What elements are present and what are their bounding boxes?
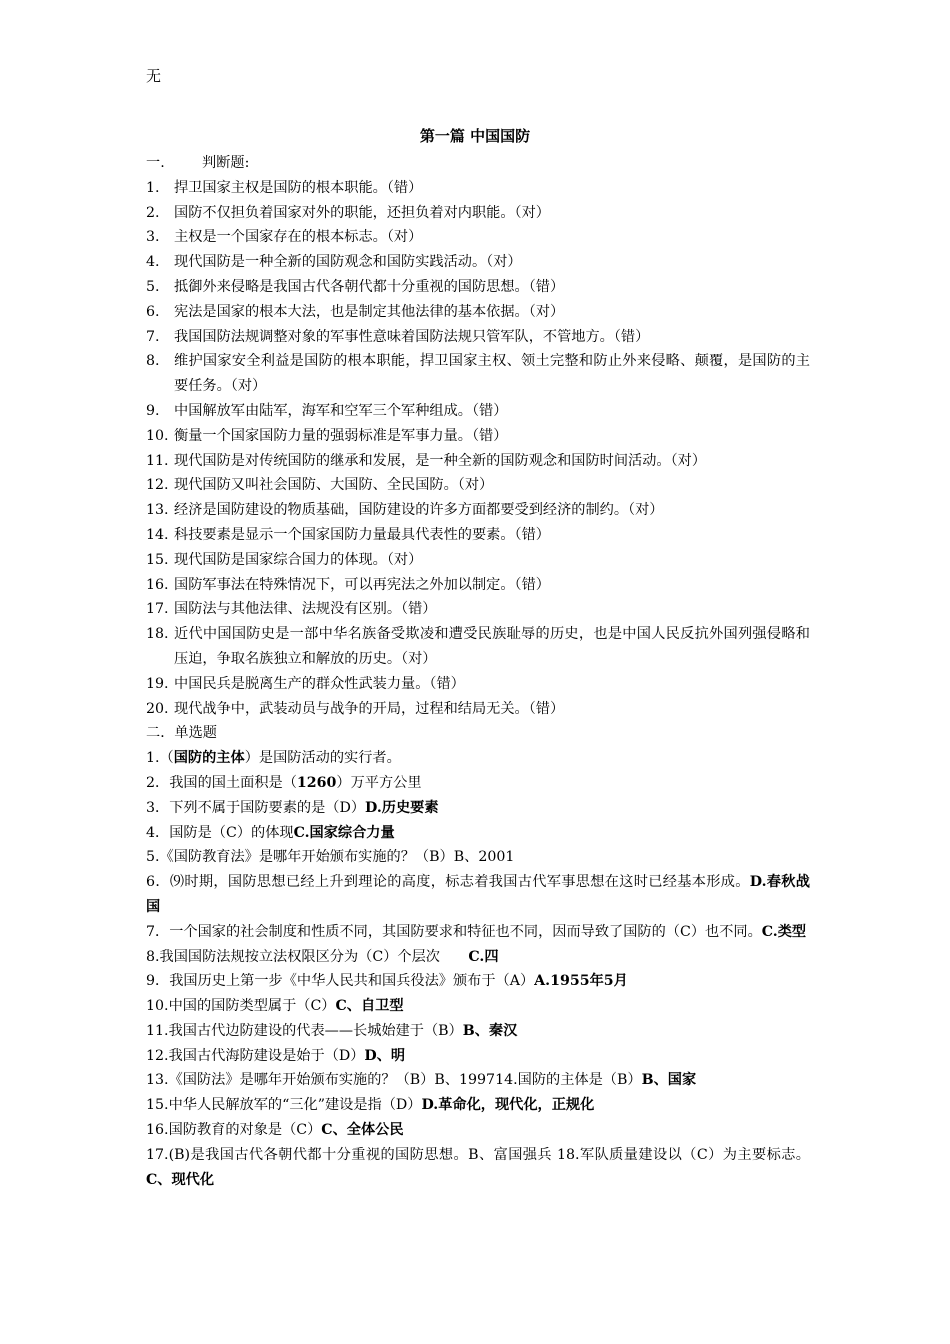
item-number: 14. <box>146 526 169 543</box>
section-label: 判断题: <box>202 155 250 171</box>
item-number: 18. <box>146 626 169 643</box>
section-number: 一. <box>146 155 165 171</box>
list-item <box>146 449 810 474</box>
list-item <box>146 473 810 498</box>
item-text: 现代国防又叫社会国防、大国防、全民国防。（对） <box>174 477 494 494</box>
question-2: 2．我国的国土面积是（1260）万平方公里 <box>146 774 422 791</box>
question-10: 10.中国的国防类型属于（C）C、自卫型 <box>146 998 404 1015</box>
item-number: 11. <box>146 452 169 469</box>
list-item <box>146 672 810 697</box>
header-note: 无 <box>146 67 162 85</box>
item-text: 中国民兵是脱离生产的群众性武装力量。（错） <box>174 675 465 692</box>
question-7: 7．一个国家的社会制度和性质不同，其国防要求和特征也不同，因而导致了国防的（C）也不同。C.类型 <box>146 923 807 940</box>
item-text: 现代国防是一种全新的国防观念和国防实践活动。（对） <box>174 254 522 271</box>
question-8: 8.我国国防法规按立法权限区分为（C）个层次 C.四 <box>146 948 499 965</box>
question-5: 5.《国防教育法》是哪年开始颁布实施的？（B）B、2001 <box>146 849 515 866</box>
item-text: 科技要素是显示一个国家国防力量最具代表性的要素。（错） <box>174 526 550 543</box>
answer: B、秦汉 <box>462 1022 518 1039</box>
list-item <box>146 622 810 672</box>
item-number: 19. <box>146 675 169 692</box>
list-item <box>146 300 810 325</box>
question-12: 12.我国古代海防建设是始于（D）D、明 <box>146 1047 406 1064</box>
question-15: 15.中华人民解放军的“三化”建设是指（D）D.革命化，现代化，正规化 <box>146 1097 595 1114</box>
question-4: 4．国防是（C）的体现C.国家综合力量 <box>146 824 395 841</box>
list-item <box>146 201 810 226</box>
item-number: 15. <box>146 551 169 568</box>
question-9: 9．我国历史上第一步《中华人民共和国兵役法》颁布于（A）A.1955年5月 <box>146 973 628 990</box>
item-text: 维护国家安全利益是国防的根本职能，捍卫国家主权、领土完整和防止外来侵略、颠覆，是国防的主要任务。（对） <box>174 353 810 395</box>
item-number: 9. <box>146 402 160 419</box>
question-3: 3．下列不属于国防要素的是（D）D.历史要素 <box>146 799 439 816</box>
item-text: 宪法是国家的根本大法，也是制定其他法律的基本依据。（对） <box>174 303 565 320</box>
answer: D.革命化，现代化，正规化 <box>421 1097 595 1114</box>
question-16: 16.国防教育的对象是（C）C、全体公民 <box>146 1122 404 1139</box>
answer: 国防的主体 <box>173 750 245 767</box>
item-text: 捍卫国家主权是国防的根本职能。（错） <box>174 179 423 196</box>
item-text: 主权是一个国家存在的根本标志。（对） <box>174 229 423 246</box>
item-number: 7. <box>146 328 160 345</box>
item-number: 13. <box>146 502 169 519</box>
answer: C、全体公民 <box>321 1122 404 1139</box>
answer: D.春秋战国 <box>146 874 810 915</box>
item-text: 衡量一个国家国防力量的强弱标准是军事力量。（错） <box>174 427 508 444</box>
list-item <box>146 573 810 598</box>
item-number: 3. <box>146 229 160 246</box>
item-text: 国防法与其他法律、法规没有区别。（错） <box>174 601 437 618</box>
item-text: 我国国防法规调整对象的军事性意味着国防法规只管军队，不管地方。（错） <box>174 328 650 345</box>
question-6: 6．⑼时期，国防思想已经上升到理论的高度，标志着我国古代军事思想在这时已经基本形成。D.春秋战国 <box>146 874 810 915</box>
item-number: 6. <box>146 303 160 320</box>
item-number: 4. <box>146 254 160 271</box>
answer: C.四 <box>468 948 499 965</box>
item-text: 经济是国防建设的物质基础，国防建设的许多方面都要受到经济的制约。（对） <box>174 502 664 519</box>
question-1: 1.（国防的主体）是国防活动的实行者。 <box>146 750 401 767</box>
list-item <box>146 597 810 622</box>
list-item <box>146 325 810 350</box>
answer: C、自卫型 <box>335 998 404 1015</box>
answer: B、国家 <box>641 1072 697 1089</box>
answer: D、明 <box>364 1047 406 1064</box>
section-heading-single-choice: 二．单选题 <box>146 725 217 742</box>
item-text: 现代国防是对传统国防的继承和发展，是一种全新的国防观念和国防时间活动。（对） <box>174 452 707 469</box>
list-item <box>146 250 810 275</box>
answer: C、现代化 <box>146 1171 215 1188</box>
item-text: 抵御外来侵略是我国古代各朝代都十分重视的国防思想。（错） <box>174 278 565 295</box>
item-number: 20. <box>146 700 169 717</box>
question-17-18: 17.(B)是我国古代各朝代都十分重视的国防思想。B、富国强兵 18.军队质量建设以（C）为主要标志。C、现代化 <box>146 1146 810 1188</box>
list-item <box>146 225 810 250</box>
item-number: 10. <box>146 427 169 444</box>
document-body <box>146 151 810 1192</box>
question-13-14: 13.《国防法》是哪年开始颁布实施的？（B）B、199714.国防的主体是（B）B、国家 <box>146 1072 697 1089</box>
item-text: 近代中国国防史是一部中华名族备受欺凌和遭受民族耻辱的历史，也是中国人民反抗外国列强侵略和压迫，争取名族独立和解放的历史。（对） <box>174 626 810 667</box>
item-number: 16. <box>146 576 169 593</box>
item-text: 现代战争中，武装动员与战争的开局，过程和结局无关。（错） <box>174 700 565 717</box>
item-number: 5. <box>146 278 160 295</box>
answer: D.历史要素 <box>365 799 439 816</box>
list-item <box>146 399 810 424</box>
page-title: 第一篇 中国国防 <box>419 127 531 145</box>
list-item <box>146 275 810 300</box>
list-item <box>146 697 810 722</box>
item-number: 8. <box>146 353 160 370</box>
item-text: 国防不仅担负着国家对外的职能，还担负着对内职能。（对） <box>174 204 550 221</box>
item-text: 中国解放军由陆军，海军和空军三个军种组成。（错） <box>174 402 508 419</box>
answer: 1260 <box>296 774 337 791</box>
list-item <box>146 424 810 449</box>
question-11: 11.我国古代边防建设的代表——长城始建于（B）B、秦汉 <box>146 1022 518 1039</box>
true-false-list <box>146 176 810 722</box>
answer: C.类型 <box>761 923 807 940</box>
answer: A.1955年5月 <box>534 973 628 990</box>
section-heading-true-false <box>146 151 810 176</box>
item-text: 国防军事法在特殊情况下，可以再宪法之外加以制定。（错） <box>174 576 550 593</box>
list-item <box>146 548 810 573</box>
item-number: 12. <box>146 477 169 494</box>
answer: C.国家综合力量 <box>293 824 395 841</box>
item-number: 1. <box>146 179 160 196</box>
item-text: 现代国防是国家综合国力的体现。（对） <box>174 551 423 568</box>
item-number: 17. <box>146 601 169 618</box>
list-item <box>146 176 810 201</box>
item-number: 2. <box>146 204 160 221</box>
list-item <box>146 498 810 523</box>
list-item <box>146 349 810 399</box>
list-item <box>146 523 810 548</box>
